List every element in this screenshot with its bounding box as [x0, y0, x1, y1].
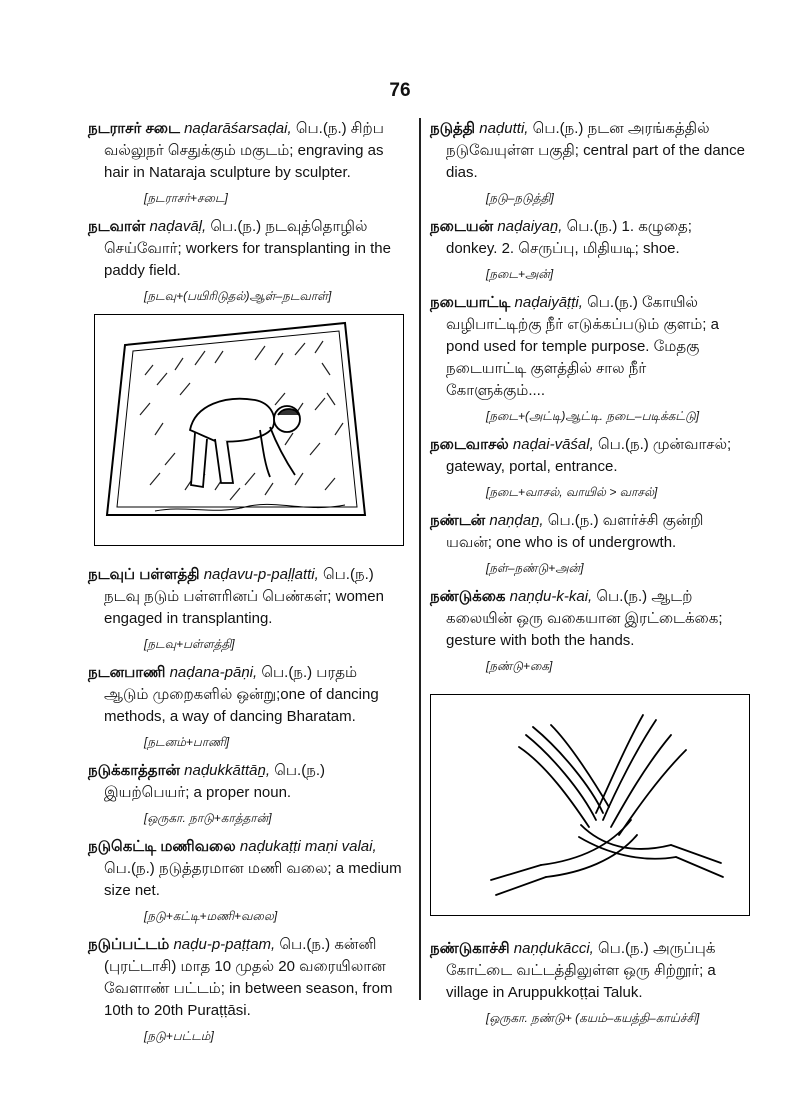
entry-headword: நடுத்தி	[430, 120, 476, 137]
entry-etymology: [நடவு+(பயிரிடுதல்)ஆள்–நடவாள்]	[144, 289, 332, 303]
entry-transliteration: naḍu-p-paṭṭam,	[173, 936, 276, 953]
entry-etymology: [ஒருகா. நண்டு+ (கயம்–கயத்தி–காய்ச்சி]	[486, 1011, 700, 1025]
entry-headword: நடராசர் சடை	[88, 120, 180, 137]
entry-transliteration: naḍukaṭṭi maṇi valai,	[239, 838, 377, 855]
entry-first-line	[430, 938, 748, 960]
entry-definition: கோட்டை வட்டத்திலுள்ள ஒரு சிற்றூர்; a village in Aruppukkoṭṭai Taluk.	[446, 962, 716, 1001]
woman-transplanting-paddy-icon	[95, 315, 403, 545]
entry-grammar: பெ.(ந.) கோயில்	[587, 294, 698, 311]
entry-headword: நண்டுக்கை	[430, 588, 506, 605]
entry-definition: நடவு நடும் பள்ளரினப் பெண்கள்; women engaged in transplanting.	[104, 588, 384, 627]
dictionary-entry	[430, 938, 748, 1028]
entry-grammar: பெ.(ந.) ஆடற்	[596, 588, 693, 605]
entry-definition: வல்லுநர் செதுக்கும் மகுடம்; engraving as hair in Nataraja sculpture by sculpter.	[104, 142, 384, 181]
entry-headword: நண்டன்	[430, 512, 486, 529]
entry-headword: நடுக்காத்தான்	[88, 762, 180, 779]
entry-definition: இயற்பெயர்; a proper noun.	[104, 784, 292, 801]
dictionary-entry	[88, 564, 410, 654]
entry-first-line	[88, 118, 410, 140]
hand-gesture-figure	[430, 694, 750, 916]
dictionary-entry	[88, 760, 410, 828]
entry-first-line	[430, 586, 748, 608]
dictionary-entry	[88, 662, 410, 752]
entry-grammar: பெ.(ந.) அருப்புக்	[598, 940, 716, 957]
entry-grammar: பெ.(ந.) சிற்ப	[295, 120, 384, 137]
entry-grammar: பெ.(ந.)	[322, 566, 374, 583]
entry-etymology: [நடராசர்+சடை]	[144, 191, 228, 205]
entry-definition: செய்வோர்; workers for transplanting in the paddy field.	[104, 240, 391, 279]
entry-transliteration: naḍukkāttāṉ,	[184, 762, 271, 779]
dictionary-entry	[430, 292, 748, 426]
entry-headword: நடையாட்டி	[430, 294, 511, 311]
entry-definition: ஆடும் முறைகளில் ஒன்று;one of dancing methods, a way of dancing Bharatam.	[104, 686, 379, 725]
entry-first-line	[430, 510, 748, 532]
entry-first-line	[88, 216, 410, 238]
page-number: 76	[389, 80, 411, 101]
entry-etymology: [நடை+அன்]	[486, 267, 554, 281]
entry-first-line	[430, 292, 748, 314]
dictionary-entry	[88, 836, 410, 926]
entry-transliteration: naḍarāśarsaḍai,	[184, 120, 292, 137]
entry-headword: நடவாள்	[88, 218, 146, 235]
entry-grammar: பெ.(ந.) 1. கழுதை;	[566, 218, 692, 235]
entry-headword: நடனபாணி	[88, 664, 166, 681]
entry-etymology: [நடை+(அட்டி)ஆட்டி. நடை–படிக்கட்டு]	[486, 409, 700, 423]
entry-headword: நடுப்பட்டம்	[88, 936, 170, 953]
entry-transliteration: naḍavu-p-paḷḷatti,	[203, 566, 319, 583]
entry-headword: நடுகெட்டி மணிவலை	[88, 838, 236, 855]
entry-grammar: பெ.(ந.) கன்னி	[279, 936, 377, 953]
entry-transliteration: naṇḍukācci,	[513, 940, 594, 957]
paddy-transplanting-figure	[94, 314, 404, 546]
entry-transliteration: naḍavāḷ,	[149, 218, 207, 235]
entry-etymology: [நடு–நடுத்தி]	[486, 191, 554, 205]
entry-transliteration: naḍaiyaṉ,	[497, 218, 563, 235]
dictionary-entry	[430, 118, 748, 208]
crossed-hands-gesture-icon	[431, 695, 749, 915]
entry-grammar: பெ.(ந.) முன்வாசல்;	[597, 436, 732, 453]
entry-grammar: பெ.(ந.) நடன அரங்கத்தில்	[532, 120, 710, 137]
entry-headword: நண்டுகாச்சி	[430, 940, 510, 957]
entry-definition: பெ.(ந.) நடுத்தரமான மணி வலை; a medium size net.	[104, 860, 402, 899]
entry-grammar: பெ.(ந.) பரதம்	[261, 664, 358, 681]
entry-transliteration: naḍai-vāśal,	[512, 436, 594, 453]
entry-definition: (புரட்டாசி) மாத 10 முதல் 20 வரையிலான வேளாண் பட்டம்; in between season, from 10th to 20th Puraṭṭāsi.	[104, 958, 393, 1019]
entry-grammar: பெ.(ந.) வளர்ச்சி குன்றி	[547, 512, 704, 529]
entry-headword: நடவுப் பள்ளத்தி	[88, 566, 200, 583]
entry-first-line	[430, 434, 748, 456]
entry-headword: நடைவாசல்	[430, 436, 509, 453]
entry-definition: நடுவேயுள்ள பகுதி; central part of the dance dias.	[446, 142, 745, 181]
entry-first-line	[88, 934, 410, 956]
entry-first-line	[88, 564, 410, 586]
entry-transliteration: naḍutti,	[479, 120, 529, 137]
entry-definition: donkey. 2. செருப்பு, மிதியடி; shoe.	[446, 240, 680, 257]
entry-first-line	[88, 760, 410, 782]
entry-etymology: [ஒருகா. நாடு+காத்தான்]	[144, 811, 272, 825]
left-column	[88, 118, 410, 1054]
dictionary-entry	[430, 434, 748, 502]
entry-transliteration: naṇḍaṉ,	[489, 512, 544, 529]
entry-definition: யவன்; one who is of undergrowth.	[446, 534, 677, 551]
entry-first-line	[88, 662, 410, 684]
entry-etymology: [நடவு+பள்ளத்தி]	[144, 637, 235, 651]
entry-transliteration: naḍana-pāṇi,	[169, 664, 258, 681]
dictionary-entry	[88, 118, 410, 208]
right-column	[430, 118, 748, 1036]
dictionary-entry	[430, 216, 748, 284]
entry-definition: gateway, portal, entrance.	[446, 458, 618, 475]
entry-etymology: [நடை+வாசல், வாயில் > வாசல்]	[486, 485, 658, 499]
entry-definition: வழிபாட்டிற்கு நீர் எடுக்கப்படும் குளம்; a pond used for temple purpose. மேதகு நடையாட்டி குளத்தில் சால நீர் கோளுக்கும்....	[446, 316, 719, 399]
dictionary-entry	[88, 934, 410, 1046]
entry-etymology: [நடனம்+பாணி]	[144, 735, 230, 749]
entry-transliteration: naḍaiyāṭṭi,	[514, 294, 583, 311]
entry-etymology: [நள்–நண்டு+அன்]	[486, 561, 584, 575]
entry-first-line	[430, 216, 748, 238]
entry-transliteration: naṇḍu-k-kai,	[509, 588, 593, 605]
dictionary-entry	[430, 586, 748, 676]
entry-etymology: [நடு+கட்டி+மணி+வலை]	[144, 909, 278, 923]
entry-first-line	[88, 836, 410, 858]
entry-first-line	[430, 118, 748, 140]
entry-etymology: [நண்டு+கை]	[486, 659, 553, 673]
dictionary-entry	[430, 510, 748, 578]
column-divider	[419, 118, 421, 1000]
entry-definition: கலையின் ஒரு வகையான இரட்டைக்கை; gesture with both the hands.	[446, 610, 723, 649]
entry-grammar: பெ.(ந.)	[274, 762, 326, 779]
entry-grammar: பெ.(ந.) நடவுத்தொழில்	[210, 218, 368, 235]
dictionary-entry	[88, 216, 410, 306]
entry-headword: நடையன்	[430, 218, 494, 235]
entry-etymology: [நடு+பட்டம்]	[144, 1029, 214, 1043]
